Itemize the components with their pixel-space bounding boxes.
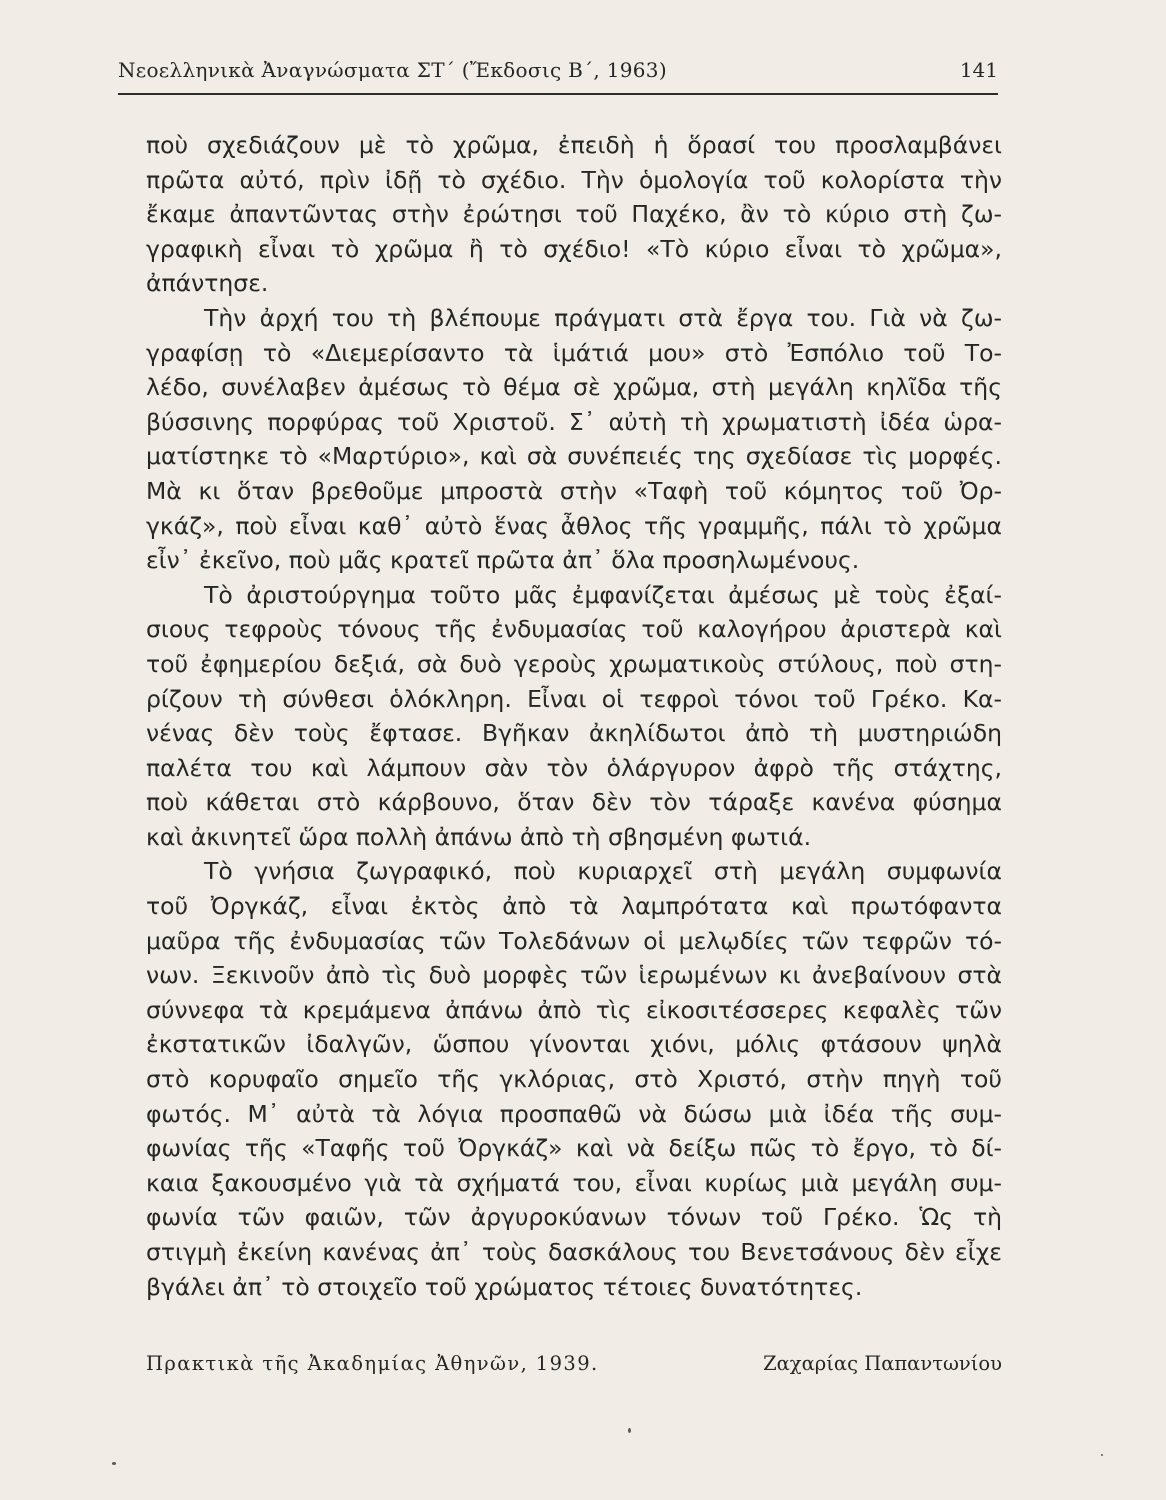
text-line: παλέτα του καὶ λάμπουν σὰν τὸν ὁλάργυρον ἀφρὸ τῆς στάχτης, [146, 753, 1002, 782]
text-line: βύσσινης πορφύρας τοῦ Χριστοῦ. Σ᾿ αὐτὴ τὴ χρωματιστὴ ἰδέα ὡρα- [146, 407, 1002, 436]
text-line: καὶ ἀκινητεῖ ὥρα πολλὴ ἀπάνω ἀπὸ τὴ σβησμένη φωτιά. [146, 822, 812, 851]
book-title: Νεοελληνικὰ Ἀναγνώσματα ΣΤ΄ (Ἔκδοσις Β΄, 1963) [118, 58, 667, 82]
print-speck [628, 1428, 631, 1433]
paragraph [146, 578, 1002, 855]
body-text [146, 128, 1002, 1304]
text-line: ρίζουν τὴ σύνθεσι ὁλόκληρη. Εἶναι οἱ τεφροὶ τόνοι τοῦ Γρέκο. Κα- [146, 684, 1002, 713]
text-line: Τὸ ἀριστούργημα τοῦτο μᾶς ἐμφανίζεται ἀμέσως μὲ τοὺς ἐξαί- [204, 580, 1002, 609]
text-line: ἀπάντησε. [146, 269, 269, 298]
text-line: φωνία τῶν φαιῶν, τῶν ἀργυροκύανων τόνων τοῦ Γρέκο. Ὡς τὴ [146, 1203, 1002, 1232]
text-line: φωνίας τῆς «Ταφῆς τοῦ Ὀργκάζ» καὶ νὰ δείξω πῶς τὸ ἔργο, τὸ δί- [146, 1134, 1002, 1163]
text-line: ματίστηκε τὸ «Μαρτύριο», καὶ σὰ συνέπειές της σχεδίασε τὶς μορφές. [146, 442, 1002, 471]
text-line: ἐκστατικῶν ἰδαλγῶν, ὥσπου γίνονται χιόνι, μόλις φτάσουν ψηλὰ [146, 1030, 1002, 1059]
text-line: γκάζ», ποὺ εἶναι καθ᾿ αὐτὸ ἕνας ἆθλος τῆς γραμμῆς, πάλι τὸ χρῶμα [146, 511, 1002, 540]
text-line: καια ξακουσμένο γιὰ τὰ σχήματά του, εἶναι κυρίως μιὰ μεγάλη συμ- [146, 1168, 1002, 1197]
text-line: τοῦ ἐφημερίου δεξιά, σὰ δυὸ γεροὺς χρωματικοὺς στύλους, ποὺ στη- [146, 649, 1002, 678]
print-speck [112, 1462, 116, 1465]
paragraph [146, 301, 1002, 578]
text-line: σύννεφα τὰ κρεμάμενα ἀπάνω ἀπὸ τὶς εἰκοσιτέσσερες κεφαλὲς τῶν [146, 995, 1002, 1024]
text-line: νένας δὲν τοὺς ἔφτασε. Βγῆκαν ἀκηλίδωτοι ἀπὸ τὴ μυστηριώδη [146, 719, 1002, 748]
text-line: ἔκαμε ἀπαντῶντας στὴν ἐρώτησι τοῦ Παχέκο, ἂν τὸ κύριο στὴ ζω- [146, 200, 1002, 229]
paragraph [146, 854, 1002, 1304]
text-line: νων. Ξεκινοῦν ἀπὸ τὶς δυὸ μορφὲς τῶν ἱερωμένων κι ἀνεβαίνουν στὰ [146, 961, 1002, 990]
text-line: λέδο, συνέλαβεν ἀμέσως τὸ θέμα σὲ χρῶμα, στὴ μεγάλη κηλῖδα τῆς [146, 373, 1002, 402]
text-line: βγάλει ἀπ᾿ τὸ στοιχεῖο τοῦ χρώματος τέτοιες δυνατότητες. [146, 1272, 863, 1301]
text-line: ποὺ κάθεται στὸ κάρβουνο, ὅταν δὲν τὸν τάραξε κανένα φύσημα [146, 788, 1002, 817]
text-line: εἶν᾿ ἐκεῖνο, ποὺ μᾶς κρατεῖ πρῶτα ἀπ᾿ ὅλα προσηλωμένους. [146, 546, 860, 575]
text-line: μαῦρα τῆς ἐνδυμασίας τῶν Τολεδάνων οἱ μελῳδίες τῶν τεφρῶν τό- [146, 926, 1002, 955]
header-rule [118, 93, 998, 95]
text-line: ποὺ σχεδιάζουν μὲ τὸ χρῶμα, ἐπειδὴ ἡ ὅρασί του προσλαμβάνει [146, 131, 1002, 159]
paragraph [146, 128, 1002, 301]
text-line: φωτός. Μ᾿ αὐτὰ τὰ λόγια προσπαθῶ νὰ δώσω μιὰ ἰδέα τῆς συμ- [146, 1099, 1002, 1128]
text-line: τοῦ Ὀργκάζ, εἶναι ἐκτὸς ἀπὸ τὰ λαμπρότατα καὶ πρωτόφαντα [146, 892, 1002, 921]
running-header [118, 58, 998, 90]
text-line: γραφικὴ εἶναι τὸ χρῶμα ἢ τὸ σχέδιο! «Τὸ κύριο εἶναι τὸ χρῶμα», [146, 234, 1002, 263]
text-line: στὸ κορυφαῖο σημεῖο τῆς γκλόριας, στὸ Χριστό, στὴν πηγὴ τοῦ [146, 1065, 1002, 1094]
text-line: στιγμὴ ἐκείνη κανένας ἀπ᾿ τοὺς δασκάλους του Βενετσάνους δὲν εἶχε [146, 1238, 1002, 1266]
page-footer [146, 1352, 1002, 1382]
text-line: γραφίσῃ τὸ «Διεμερίσαντο τὰ ἱμάτιά μου» στὸ Ἐσπόλιο τοῦ Το- [146, 338, 1002, 367]
page-number: 141 [959, 58, 998, 82]
print-speck [1101, 1454, 1103, 1456]
text-line: σιους τεφροὺς τόνους τῆς ἐνδυμασίας τοῦ καλογήρου ἀριστερὰ καὶ [146, 615, 1002, 644]
text-line: Τὸ γνήσια ζωγραφικό, ποὺ κυριαρχεῖ στὴ μεγάλη συμφωνία [204, 857, 1002, 886]
text-line: Μὰ κι ὅταν βρεθοῦμε μπροστὰ στὴν «Ταφὴ τοῦ κόμητος τοῦ Ὀρ- [146, 476, 1002, 505]
text-line: πρῶτα αὐτό, πρὶν ἰδῇ τὸ σχέδιο. Τὴν ὁμολογία τοῦ κολορίστα τὴν [146, 165, 1002, 194]
text-line: Τὴν ἀρχή του τὴ βλέπουμε πράγματι στὰ ἔργα του. Γιὰ νὰ ζω- [204, 303, 1002, 332]
author-name: Ζαχαρίας Παπαντωνίου [763, 1352, 1002, 1375]
source-citation: Πρακτικὰ τῆς Ἀκαδημίας Ἀθηνῶν, 1939. [146, 1352, 599, 1375]
